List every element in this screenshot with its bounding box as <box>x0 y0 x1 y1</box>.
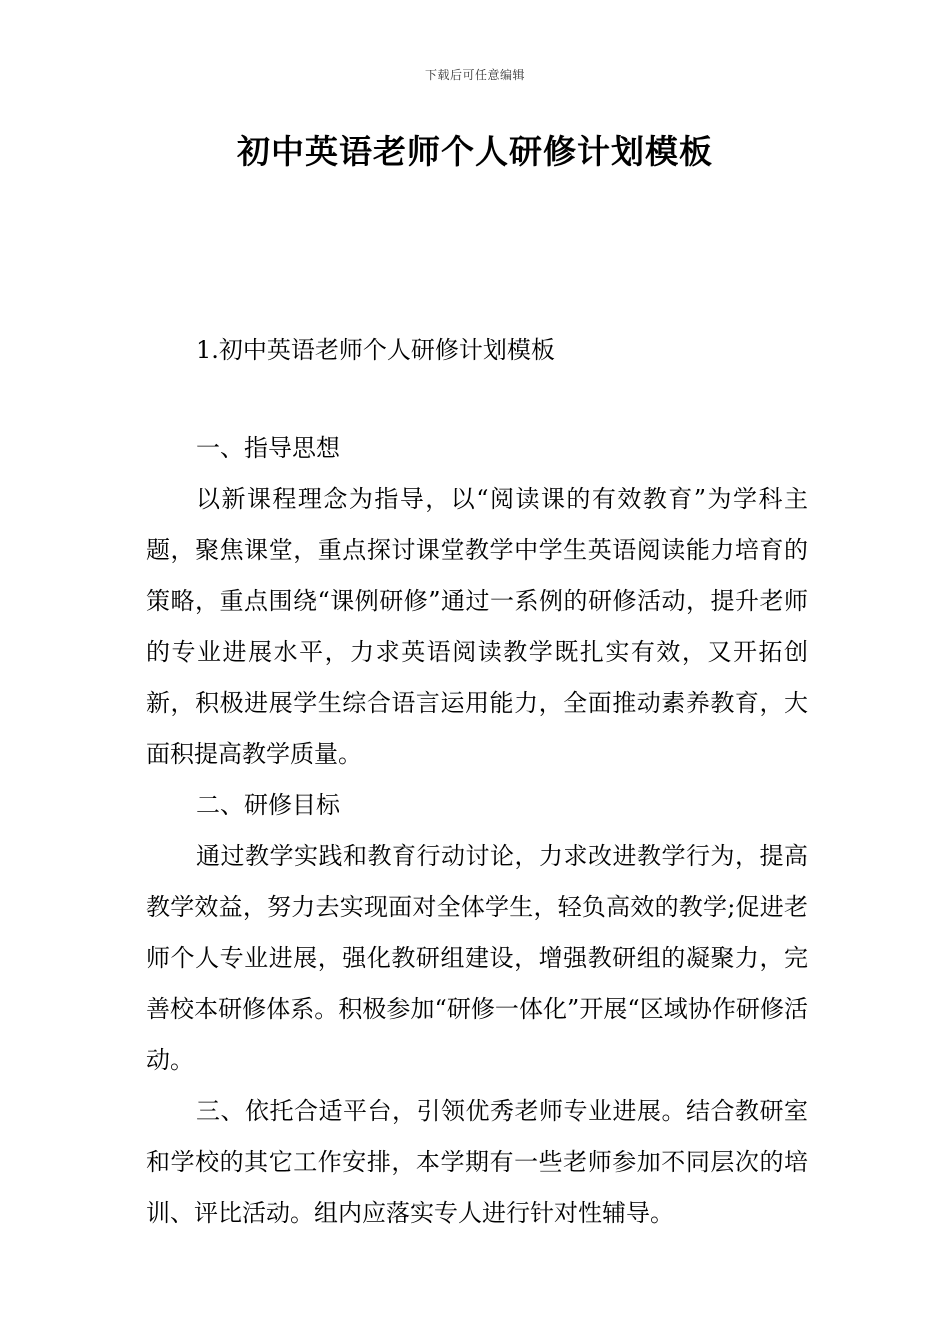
document-body <box>146 423 808 1239</box>
document-subtitle: 1.初中英语老师个人研修计划模板 <box>196 336 555 364</box>
paragraph-guiding-ideology: 以新课程理念为指导，以“阅读课的有效教育”为学科主题，聚焦课堂，重点探讨课堂教学中学生英语阅读能力培育的策略，重点围绕“课例研修”通过一系例的研修活动，提升老师的专业进展水平，力求英语阅读教学既扎实有效，又开拓创新，积极进展学生综合语言运用能力，全面推动素养教育，大面积提高教学质量。 <box>146 485 808 768</box>
section-heading-training-goals: 二、研修目标 <box>196 791 340 819</box>
paragraph-platform-guidance: 三、依托合适平台，引领优秀老师专业进展。结合教研室和学校的其它工作安排，本学期有一些老师参加不同层次的培训、评比活动。组内应落实专人进行针对性辅导。 <box>146 1097 808 1227</box>
header-note: 下载后可任意编辑 <box>424 68 525 82</box>
document-title: 初中英语老师个人研修计划模板 <box>237 132 713 171</box>
section-heading-guiding-ideology: 一、指导思想 <box>196 434 340 462</box>
paragraph-training-goals: 通过教学实践和教育行动讨论，力求改进教学行为，提高教学效益，努力去实现面对全体学生，轻负高效的教学;促进老师个人专业进展，强化教研组建设，增强教研组的凝聚力，完善校本研修体系。积极参加“研修一体化”开展“区域协作研修活动。 <box>146 842 808 1074</box>
